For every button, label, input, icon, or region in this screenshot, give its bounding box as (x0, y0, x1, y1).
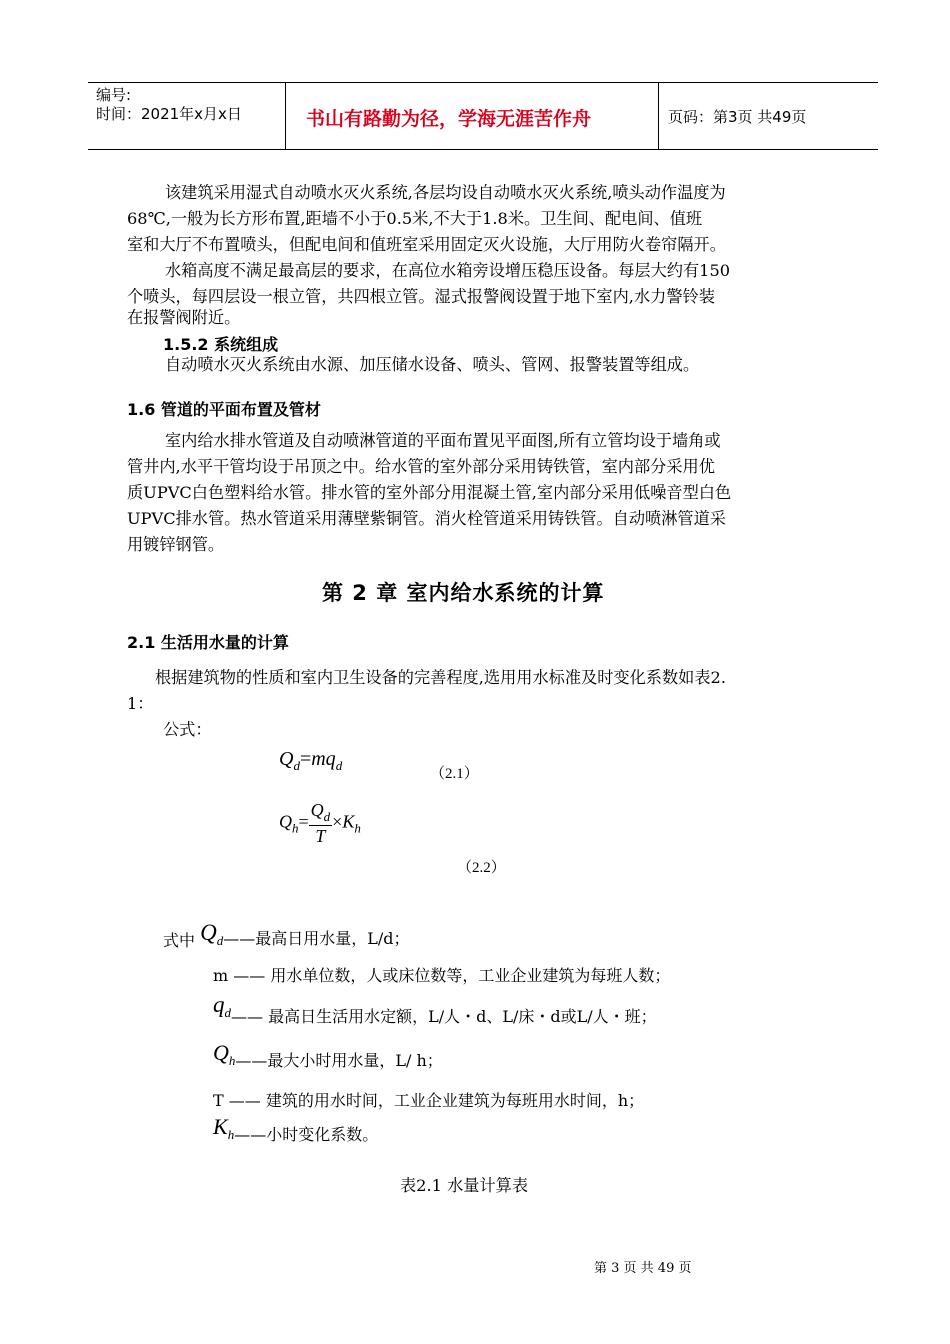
chapter-title: 第 2 章 室内给水系统的计算 (322, 581, 605, 605)
def4-subscript: h (228, 1053, 236, 1068)
header-bottom-border (88, 149, 878, 150)
paragraph-line: 该建筑采用湿式自动喷水灭火系统,各层均设自动喷水灭火系统,喷头动作温度为 (165, 183, 726, 202)
paragraph-line: 68℃,一般为长方形布置,距墙不小于0.5米,不大于1.8米。卫生间、配电间、值班 (127, 209, 703, 228)
definition-row: m —— 用水单位数，人或床位数等，工业企业建筑为每班人数； (213, 966, 671, 985)
paragraph-line: 1： (127, 694, 154, 713)
equation-number-2-2: （2.2） (457, 860, 506, 876)
eq1-lhs-sub: d (293, 758, 300, 773)
paragraph-line: 自动喷水灭火系统由水源、加压储水设备、喷头、管网、报警装置等组成。 (165, 355, 700, 374)
definition-row (213, 1040, 443, 1071)
eq2-lhs-sub: h (292, 820, 299, 836)
definition-row: T —— 建筑的用水时间，工业企业建筑为每班用水时间，h； (213, 1091, 645, 1110)
eq2-k: K (342, 811, 355, 832)
page-footer: 第 3 页 共 49 页 (594, 1261, 692, 1276)
def6-symbol: K (213, 1114, 228, 1139)
section-heading-1-5-2: 1.5.2 系统组成 (163, 335, 279, 354)
eq2-equals: = (298, 811, 309, 832)
def3-symbol: q (213, 992, 225, 1017)
header-number-label: 编号: (96, 86, 132, 104)
header-time-label: 时间：2021年x月x日 (96, 105, 242, 123)
equation-2-2 (279, 800, 361, 847)
header-divider-left (285, 82, 286, 149)
def6-subscript: h (227, 1127, 235, 1142)
equation-number-2-1: （2.1） (430, 766, 479, 782)
equation-2-1 (279, 748, 342, 774)
eq1-lhs: Q (279, 748, 294, 770)
def3-subscript: d (224, 1005, 231, 1020)
eq1-equals: = (299, 748, 312, 770)
paragraph-line: 根据建筑物的性质和室内卫生设备的完善程度,选用用水标准及时变化系数如表2. (155, 668, 726, 687)
eq2-num-sub: d (323, 809, 331, 824)
def1-symbol: Q (200, 920, 217, 945)
paragraph-line: 个喷头，每四层设一根立管，共四根立管。湿式报警阀设置于地下室内,水力警铃装 (127, 287, 715, 306)
header-motto: 书山有路勤为径，学海无涯苦作舟 (306, 108, 592, 130)
paragraph-line: 水箱高度不满足最高层的要求，在高位水箱旁设增压稳压设备。每层大约有150 (165, 261, 731, 280)
eq2-den: T (315, 826, 326, 846)
def6-text: ——小时变化系数。 (234, 1125, 379, 1144)
definition-row (163, 920, 410, 951)
paragraph-line: 质UPVC白色塑料给水管。排水管的室外部分用混凝土管,室内部分采用低噪音型白色 (127, 483, 732, 502)
paragraph-line: UPVC排水管。热水管道采用薄壁紫铜管。消火栓管道采用铸铁管。自动喷淋管道采 (127, 509, 726, 528)
paragraph-line: 室内给水排水管道及自动喷淋管道的平面布置见平面图,所有立管均设于墙角或 (165, 431, 721, 450)
section-heading-1-6: 1.6 管道的平面布置及管材 (127, 400, 321, 419)
definition-row (213, 992, 657, 1027)
def3-text: —— 最高日生活用水定额，L/人・d、L/床・d或L/人・班； (231, 1007, 657, 1026)
eq2-k-sub: h (354, 820, 361, 836)
section-heading-2-1: 2.1 生活用水量的计算 (127, 633, 289, 652)
paragraph-line: 用镀锌钢管。 (127, 535, 225, 554)
definition-row (213, 1114, 378, 1145)
def1-text: ——最高日用水量，L/d； (223, 929, 410, 948)
definition-intro: 式中 (163, 931, 196, 950)
eq2-lhs: Q (279, 811, 292, 832)
paragraph-line: 管井内,水平干管均设于吊顶之中。给水管的室外部分采用铸铁管，室内部分采用优 (127, 457, 715, 476)
def4-text: ——最大小时用水量，L/ h； (235, 1051, 443, 1070)
formula-label: 公式： (163, 720, 212, 739)
paragraph-line: 在报警阀附近。 (127, 308, 241, 327)
header-page-label: 页码：第3页 共49页 (668, 108, 807, 126)
eq1-rhs-sub: d (335, 758, 343, 773)
paragraph-line: 室和大厅不布置喷头，但配电间和值班室采用固定灭火设施，大厅用防火卷帘隔开。 (127, 235, 726, 254)
eq2-fraction (309, 800, 333, 847)
def1-subscript: d (216, 933, 224, 948)
table-caption: 表2.1 水量计算表 (400, 1176, 529, 1195)
eq2-times: × (332, 811, 343, 832)
def4-symbol: Q (213, 1040, 229, 1065)
eq2-num: Q (310, 800, 324, 820)
eq1-rhs: mq (311, 748, 336, 770)
header-divider-right (658, 82, 659, 149)
header-top-border (88, 82, 878, 83)
